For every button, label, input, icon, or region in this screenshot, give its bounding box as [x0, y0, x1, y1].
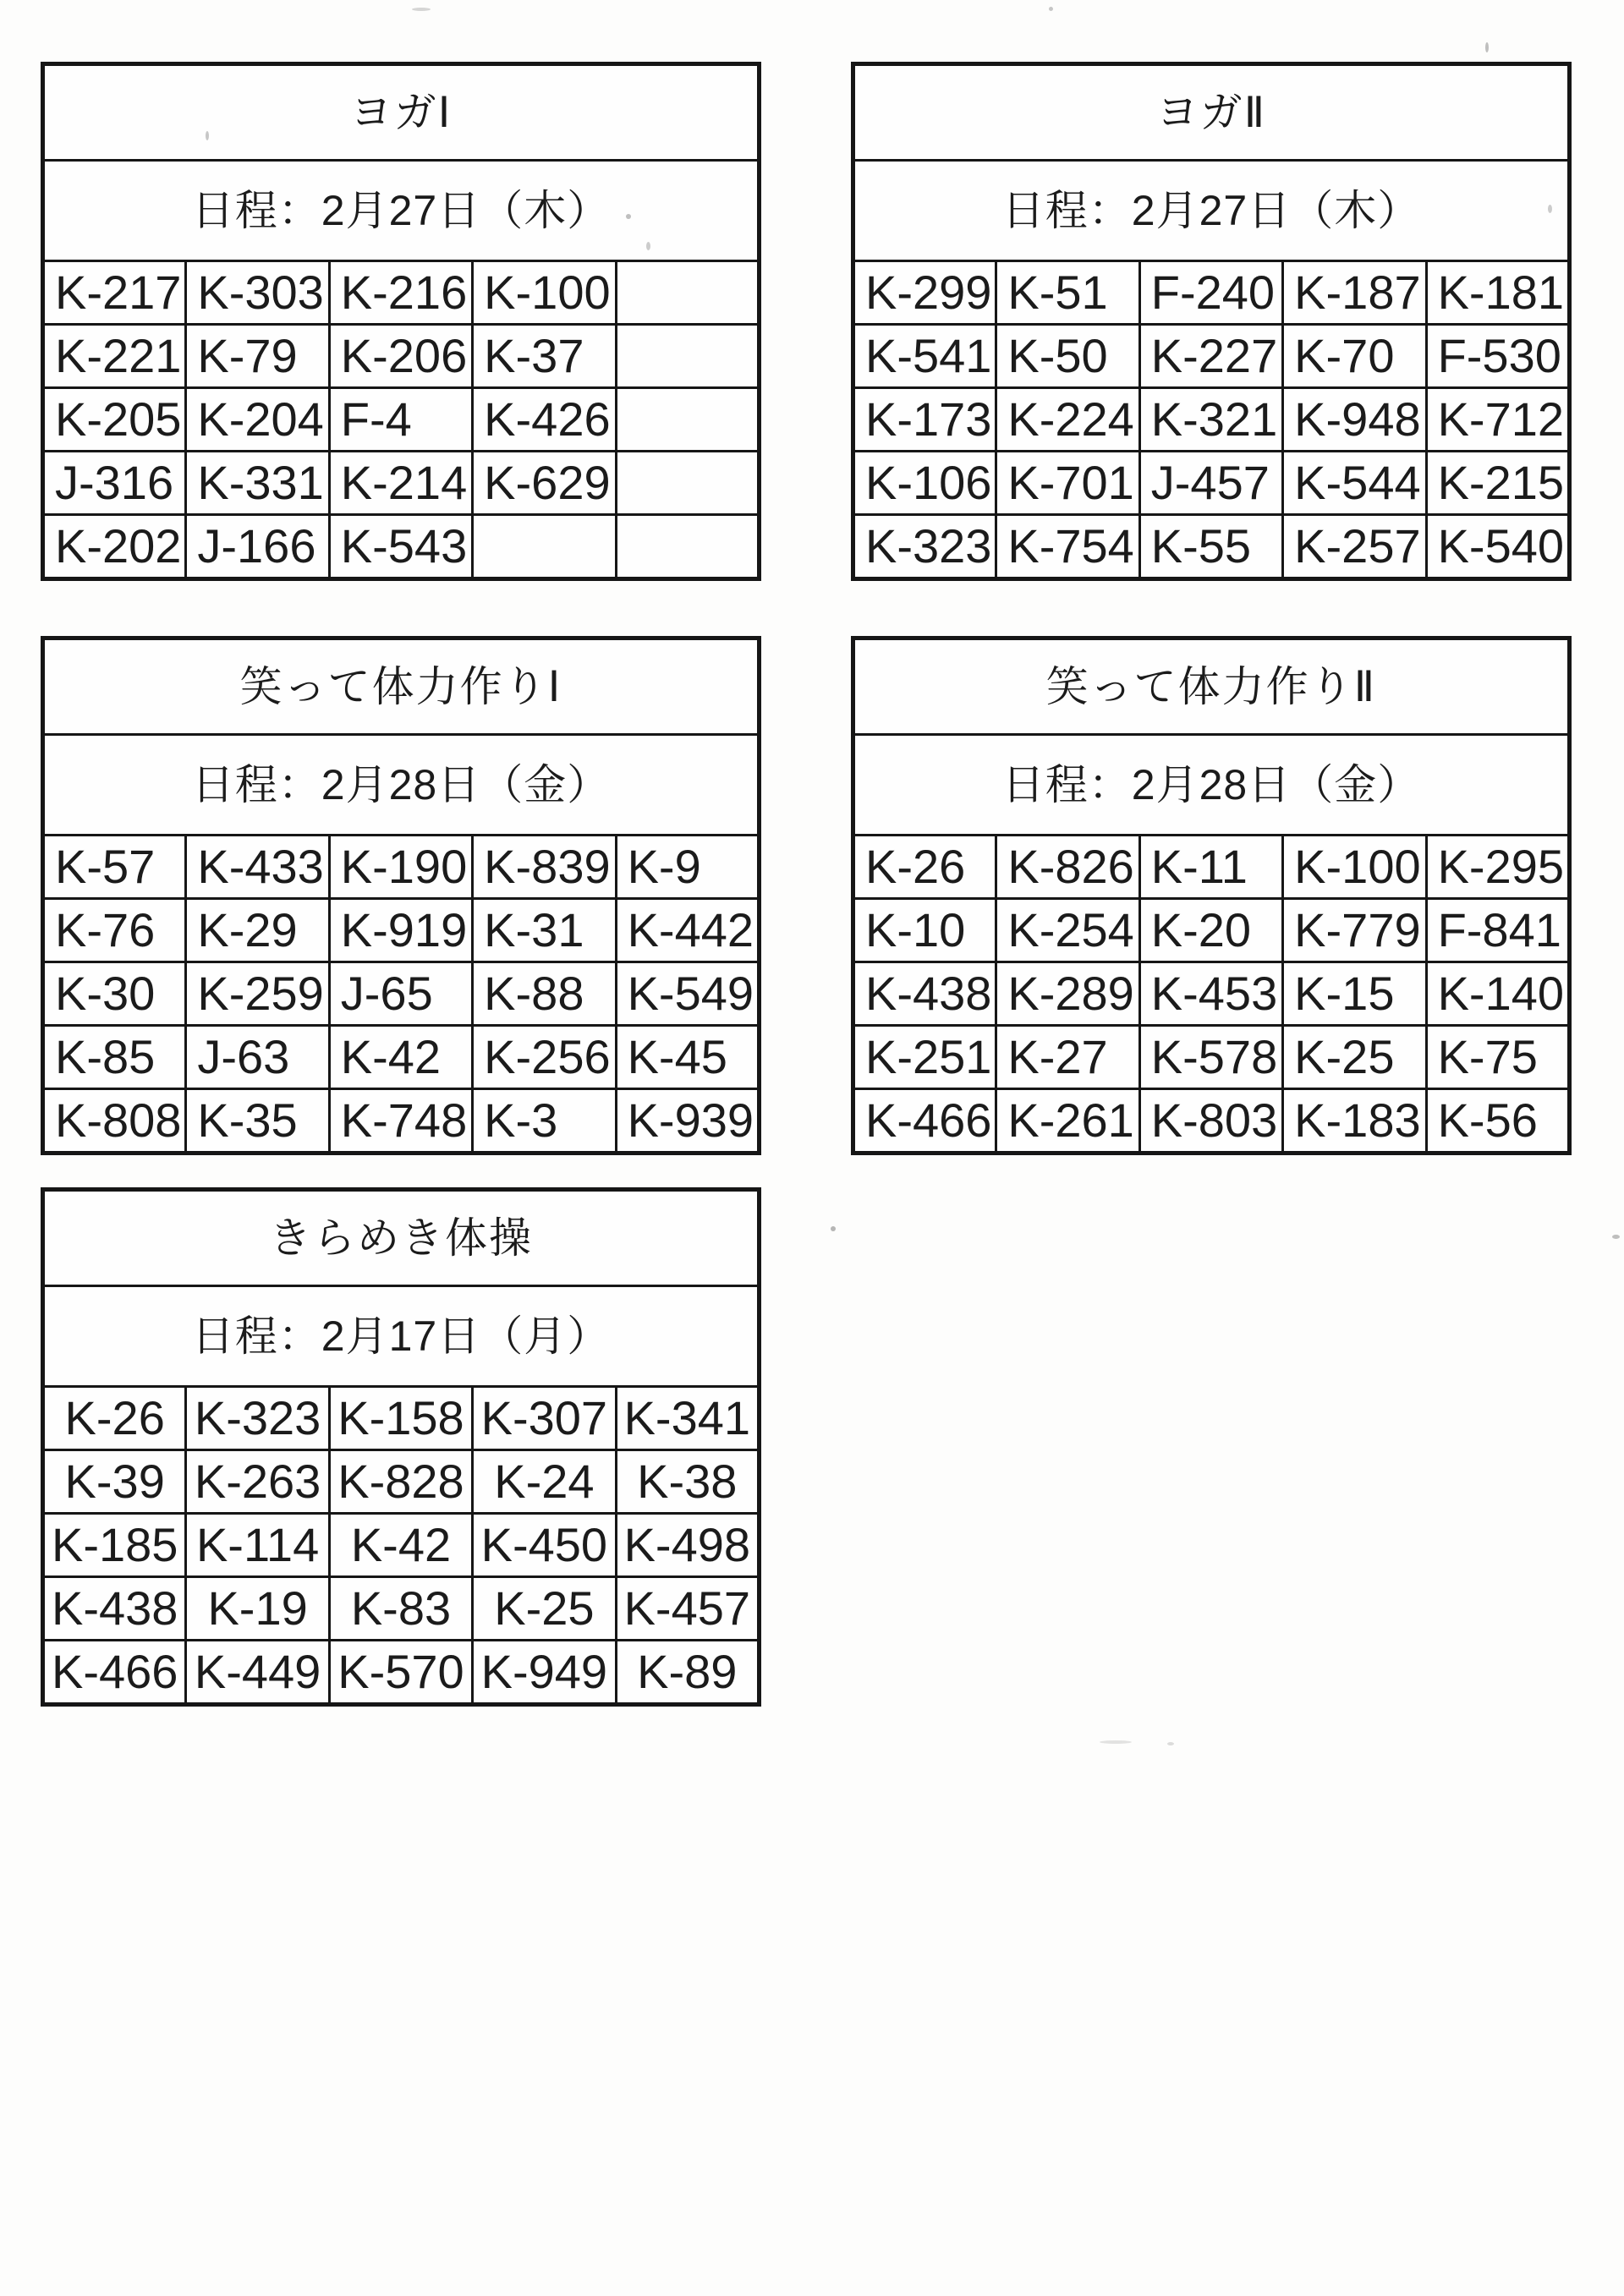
table-cell: K-114	[186, 1513, 329, 1576]
table-row	[43, 387, 760, 451]
scan-speck	[1548, 205, 1552, 213]
scan-speck	[1100, 1740, 1132, 1744]
table-cell: K-261	[996, 1088, 1139, 1153]
table-cell: K-185	[43, 1513, 186, 1576]
table-cell: F-240	[1139, 260, 1282, 324]
table-cell: K-26	[853, 835, 996, 898]
warai-tairyoku-1-table	[41, 636, 761, 1155]
table-cell: K-214	[329, 451, 472, 514]
table-cell: K-15	[1283, 962, 1426, 1025]
table-cell: K-919	[329, 898, 472, 962]
table-row	[43, 898, 760, 962]
table-cell: K-939	[616, 1088, 759, 1153]
table-title-row	[43, 1190, 760, 1286]
table-cell: K-9	[616, 835, 759, 898]
table-cell: K-748	[329, 1088, 472, 1153]
table-cell: K-433	[186, 835, 329, 898]
table-cell: K-227	[1139, 324, 1282, 387]
table-cell	[616, 387, 759, 451]
table-body	[853, 260, 1570, 578]
table-kirameki-taisou	[41, 1187, 761, 1707]
table-cell: K-30	[43, 962, 186, 1025]
table-cell: K-42	[329, 1513, 472, 1576]
table-cell: K-570	[329, 1640, 472, 1704]
table-cell: K-466	[853, 1088, 996, 1153]
scan-speck	[1612, 1235, 1620, 1239]
scan-speck	[412, 8, 431, 11]
table-cell: K-183	[1283, 1088, 1426, 1153]
table-row	[853, 1088, 1570, 1153]
yoga-2-table	[851, 62, 1572, 581]
table-cell: K-701	[996, 451, 1139, 514]
table-cell: K-442	[616, 898, 759, 962]
table-cell: K-948	[1283, 387, 1426, 451]
table-cell: J-316	[43, 451, 186, 514]
table-cell: K-89	[616, 1640, 759, 1704]
table-row	[43, 1088, 760, 1153]
table-cell: K-42	[329, 1025, 472, 1088]
table-row	[43, 962, 760, 1025]
table-cell: K-779	[1283, 898, 1426, 962]
table-cell: K-57	[43, 835, 186, 898]
table-cell: K-541	[853, 324, 996, 387]
table-cell: K-20	[1139, 898, 1282, 962]
table-cell: K-140	[1426, 962, 1569, 1025]
table-cell: K-3	[473, 1088, 616, 1153]
table-body	[43, 1386, 760, 1704]
table-row	[853, 260, 1570, 324]
table-row	[43, 451, 760, 514]
table-title-row	[853, 638, 1570, 735]
table-warai-tairyoku-1	[41, 636, 761, 1155]
table-cell: K-453	[1139, 962, 1282, 1025]
table-cell: K-321	[1139, 387, 1282, 451]
table-cell: K-55	[1139, 514, 1282, 578]
table-cell: K-39	[43, 1449, 186, 1513]
table-cell: K-27	[996, 1025, 1139, 1088]
table-cell: K-83	[329, 1576, 472, 1640]
table-title-row	[43, 638, 760, 735]
table-row	[853, 514, 1570, 578]
table-row	[43, 260, 760, 324]
table-body	[43, 835, 760, 1153]
table-yoga-2	[851, 62, 1572, 581]
table-header	[43, 1190, 760, 1387]
table-cell: K-88	[473, 962, 616, 1025]
table-cell: K-35	[186, 1088, 329, 1153]
table-cell: K-100	[473, 260, 616, 324]
table-cell: K-544	[1283, 451, 1426, 514]
table-row	[43, 1513, 760, 1576]
table-cell: K-85	[43, 1025, 186, 1088]
table-cell: K-263	[186, 1449, 329, 1513]
table-cell: K-206	[329, 324, 472, 387]
table-cell: K-578	[1139, 1025, 1282, 1088]
table-row	[43, 1640, 760, 1704]
table-cell: K-100	[1283, 835, 1426, 898]
table-cell: F-530	[1426, 324, 1569, 387]
table-cell: K-24	[473, 1449, 616, 1513]
table-cell: K-204	[186, 387, 329, 451]
table-cell: K-45	[616, 1025, 759, 1088]
table-cell: K-202	[43, 514, 186, 578]
scan-speck	[1485, 42, 1489, 52]
table-schedule-row	[853, 161, 1570, 260]
table-cell: K-187	[1283, 260, 1426, 324]
table-row	[853, 962, 1570, 1025]
scan-speck	[1049, 7, 1053, 11]
table-cell: K-331	[186, 451, 329, 514]
table-cell: K-224	[996, 387, 1139, 451]
table-schedule-row	[43, 1286, 760, 1386]
table-row	[43, 1025, 760, 1088]
table-cell: K-828	[329, 1449, 472, 1513]
table-schedule-row	[43, 735, 760, 835]
table-cell: J-166	[186, 514, 329, 578]
table-header	[853, 638, 1570, 836]
table-cell: K-839	[473, 835, 616, 898]
table-cell: K-11	[1139, 835, 1282, 898]
table-row	[853, 1025, 1570, 1088]
table-cell	[616, 324, 759, 387]
table-cell: K-37	[473, 324, 616, 387]
table-cell	[616, 451, 759, 514]
kirameki-taisou-table	[41, 1187, 761, 1707]
table-title: きらめき体操	[43, 1190, 760, 1286]
table-cell: K-754	[996, 514, 1139, 578]
table-schedule: 日程：2月27日（木）	[853, 161, 1570, 260]
table-cell: K-438	[853, 962, 996, 1025]
table-cell: K-181	[1426, 260, 1569, 324]
table-header	[43, 64, 760, 261]
table-cell: K-257	[1283, 514, 1426, 578]
table-cell: K-173	[853, 387, 996, 451]
table-title-row	[43, 64, 760, 161]
table-cell: K-50	[996, 324, 1139, 387]
table-cell: K-289	[996, 962, 1139, 1025]
table-row	[43, 324, 760, 387]
table-cell: K-19	[186, 1576, 329, 1640]
table-cell: J-65	[329, 962, 472, 1025]
table-cell: K-26	[43, 1386, 186, 1449]
table-cell: K-254	[996, 898, 1139, 962]
table-body	[853, 835, 1570, 1153]
table-title: ヨガⅡ	[853, 64, 1570, 161]
table-cell: J-457	[1139, 451, 1282, 514]
table-row	[43, 1449, 760, 1513]
table-schedule: 日程：2月28日（金）	[43, 735, 760, 835]
table-cell: K-438	[43, 1576, 186, 1640]
table-cell: K-629	[473, 451, 616, 514]
table-cell: K-803	[1139, 1088, 1282, 1153]
table-cell: K-10	[853, 898, 996, 962]
table-cell: K-949	[473, 1640, 616, 1704]
table-cell: K-251	[853, 1025, 996, 1088]
table-cell: K-216	[329, 260, 472, 324]
table-cell: K-79	[186, 324, 329, 387]
table-cell: K-712	[1426, 387, 1569, 451]
table-cell: K-323	[853, 514, 996, 578]
table-header	[43, 638, 760, 836]
table-cell: K-76	[43, 898, 186, 962]
table-cell: K-29	[186, 898, 329, 962]
table-schedule-row	[43, 161, 760, 260]
table-title: 笑って体力作りⅡ	[853, 638, 1570, 735]
table-cell: K-323	[186, 1386, 329, 1449]
table-cell: K-75	[1426, 1025, 1569, 1088]
table-title: 笑って体力作りⅠ	[43, 638, 760, 735]
table-row	[853, 898, 1570, 962]
table-cell: K-215	[1426, 451, 1569, 514]
table-cell: K-426	[473, 387, 616, 451]
table-cell: K-205	[43, 387, 186, 451]
table-row	[43, 1576, 760, 1640]
table-cell: K-259	[186, 962, 329, 1025]
table-row	[43, 1386, 760, 1449]
table-cell: K-826	[996, 835, 1139, 898]
table-row	[853, 324, 1570, 387]
yoga-1-table	[41, 62, 761, 581]
table-cell: K-549	[616, 962, 759, 1025]
table-header	[853, 64, 1570, 261]
table-body	[43, 260, 760, 578]
table-cell: K-498	[616, 1513, 759, 1576]
table-cell: K-307	[473, 1386, 616, 1449]
table-cell: K-70	[1283, 324, 1426, 387]
table-row	[853, 387, 1570, 451]
table-row	[43, 835, 760, 898]
table-cell: J-63	[186, 1025, 329, 1088]
table-cell	[473, 514, 616, 578]
scan-speck	[1167, 1742, 1174, 1745]
table-yoga-1	[41, 62, 761, 581]
table-cell: K-450	[473, 1513, 616, 1576]
table-cell: K-217	[43, 260, 186, 324]
scan-speck	[646, 242, 650, 250]
warai-tairyoku-2-table	[851, 636, 1572, 1155]
table-row	[853, 835, 1570, 898]
table-schedule: 日程：2月28日（金）	[853, 735, 1570, 835]
table-cell: K-56	[1426, 1088, 1569, 1153]
table-title-row	[853, 64, 1570, 161]
table-schedule: 日程：2月17日（月）	[43, 1286, 760, 1386]
table-cell: K-158	[329, 1386, 472, 1449]
table-cell: K-341	[616, 1386, 759, 1449]
table-cell: F-4	[329, 387, 472, 451]
table-schedule-row	[853, 735, 1570, 835]
scan-speck	[626, 214, 631, 219]
scan-speck	[831, 1226, 836, 1231]
table-cell: K-221	[43, 324, 186, 387]
table-row	[853, 451, 1570, 514]
table-row	[43, 514, 760, 578]
table-cell: K-256	[473, 1025, 616, 1088]
table-cell: K-299	[853, 260, 996, 324]
table-cell	[616, 260, 759, 324]
table-cell: K-38	[616, 1449, 759, 1513]
table-cell: K-449	[186, 1640, 329, 1704]
table-cell: K-25	[473, 1576, 616, 1640]
table-cell: K-295	[1426, 835, 1569, 898]
table-cell: K-190	[329, 835, 472, 898]
table-cell: K-543	[329, 514, 472, 578]
table-cell: F-841	[1426, 898, 1569, 962]
table-cell: K-25	[1283, 1025, 1426, 1088]
table-cell: K-457	[616, 1576, 759, 1640]
table-cell: K-303	[186, 260, 329, 324]
table-cell: K-540	[1426, 514, 1569, 578]
table-schedule: 日程：2月27日（木）	[43, 161, 760, 260]
table-title: ヨガⅠ	[43, 64, 760, 161]
table-cell: K-106	[853, 451, 996, 514]
table-cell: K-466	[43, 1640, 186, 1704]
table-cell: K-808	[43, 1088, 186, 1153]
table-cell	[616, 514, 759, 578]
table-cell: K-31	[473, 898, 616, 962]
table-cell: K-51	[996, 260, 1139, 324]
table-warai-tairyoku-2	[851, 636, 1572, 1155]
scan-speck	[206, 131, 209, 140]
